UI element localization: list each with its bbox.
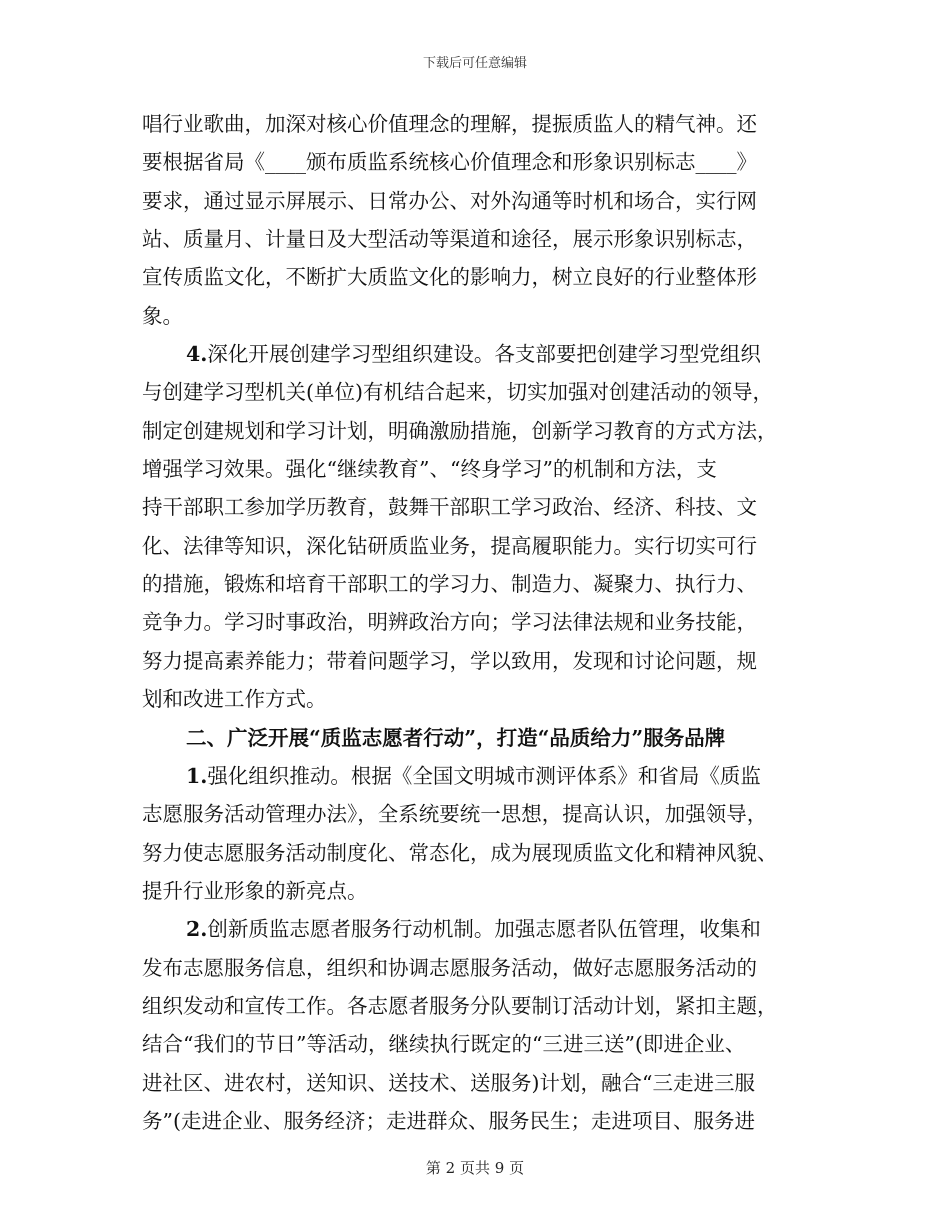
text-line xyxy=(142,488,832,526)
text-line xyxy=(142,258,832,296)
text-line xyxy=(142,1025,832,1063)
text-line xyxy=(142,603,832,641)
line-text: 的措施，锻炼和培育干部职工的学习力、制造力、凝聚力、执行力、 xyxy=(142,572,757,597)
line-text: 站、质量月、计量日及大型活动等渠道和途径，展示形象识别标志， xyxy=(142,227,757,252)
text-line xyxy=(142,105,832,143)
text-line xyxy=(142,642,832,680)
text-line xyxy=(142,335,832,373)
line-text: 务”(走进企业、服务经济；走进群众、服务民生；走进项目、服务进 xyxy=(142,1108,755,1133)
line-text: 努力提高素养能力；带着问题学习，学以致用，发现和讨论问题，规 xyxy=(142,648,757,673)
line-text: 志愿服务活动管理办法》，全系统要统一思想，提高认识，加强领导， xyxy=(142,802,768,827)
line-text: 要求，通过显示屏展示、日常办公、对外沟通等时机和场合，实行网 xyxy=(142,188,757,213)
line-text: 努力使志愿服务活动制度化、常态化，成为展现质监文化和精神风貌、 xyxy=(142,840,778,865)
text-line xyxy=(142,949,832,987)
document-body xyxy=(142,105,832,1140)
page-header: 下载后可任意编辑 xyxy=(422,56,527,71)
text-line xyxy=(142,373,832,411)
text-line xyxy=(142,450,832,488)
text-line xyxy=(142,795,832,833)
line-text: 增强学习效果。强化“继续教育”、“终身学习”的机制和方法，支 xyxy=(142,457,717,482)
line-text: 深化开展创建学习型组织建设。各支部要把创建学习型党组织 xyxy=(207,342,761,367)
text-line xyxy=(142,412,832,450)
text-line xyxy=(142,565,832,603)
line-text: 象。 xyxy=(142,303,183,328)
line-text: 进社区、进农村，送知识、送技术、送服务)计划，融合“三走进三服 xyxy=(142,1070,755,1095)
text-line xyxy=(142,182,832,220)
text-line xyxy=(142,297,832,335)
line-text: 二、广泛开展“质监志愿者行动”，打造“品质给力”服务品牌 xyxy=(186,725,726,750)
text-line xyxy=(142,910,832,948)
line-text: 强化组织推动。根据《全国文明城市测评体系》和省局《质监 xyxy=(207,763,761,788)
text-line xyxy=(142,987,832,1025)
text-line xyxy=(142,1064,832,1102)
line-text: 宣传质监文化，不断扩大质监文化的影响力，树立良好的行业整体形 xyxy=(142,265,757,290)
text-line xyxy=(142,220,832,258)
line-text: 制定创建规划和学习计划，明确激励措施，创新学习教育的方式方法， xyxy=(142,418,778,443)
text-line xyxy=(142,872,832,910)
text-line xyxy=(142,834,832,872)
item-number: 4. xyxy=(186,342,208,367)
line-text: 发布志愿服务信息，组织和协调志愿服务活动，做好志愿服务活动的 xyxy=(142,955,757,980)
item-number: 2. xyxy=(186,917,208,942)
line-text: 结合“我们的节日”等活动，继续执行既定的“三进三送”(即进企业、 xyxy=(142,1032,746,1057)
text-line xyxy=(142,680,832,718)
line-text: 持干部职工参加学历教育，鼓舞干部职工学习政治、经济、科技、文 xyxy=(142,495,757,520)
line-text: 提升行业形象的新亮点。 xyxy=(142,878,368,903)
line-text: 创新质监志愿者服务行动机制。加强志愿者队伍管理，收集和 xyxy=(207,917,761,942)
line-text: 竞争力。学习时事政治，明辨政治方向；学习法律法规和业务技能， xyxy=(142,610,757,635)
line-text: 与创建学习型机关(单位)有机结合起来，切实加强对创建活动的领导， xyxy=(142,380,773,405)
line-text: 要根据省局《____颁布质监系统核心价值理念和形象识别标志____》 xyxy=(142,150,757,175)
text-line xyxy=(142,143,832,181)
text-line xyxy=(142,757,832,795)
line-text: 划和改进工作方式。 xyxy=(142,687,327,712)
line-text: 组织发动和宣传工作。各志愿者服务分队要制订活动计划，紧扣主题， xyxy=(142,993,778,1018)
section-heading xyxy=(142,719,832,757)
item-number: 1. xyxy=(186,763,208,788)
text-line xyxy=(142,1102,832,1140)
line-text: 唱行业歌曲，加深对核心价值理念的理解，提振质监人的精气神。还 xyxy=(142,112,757,136)
page-footer: 第 2 页共 9 页 xyxy=(425,1159,525,1177)
line-text: 化、法律等知识，深化钻研质监业务，提高履职能力。实行切实可行 xyxy=(142,533,757,558)
text-line xyxy=(142,527,832,565)
